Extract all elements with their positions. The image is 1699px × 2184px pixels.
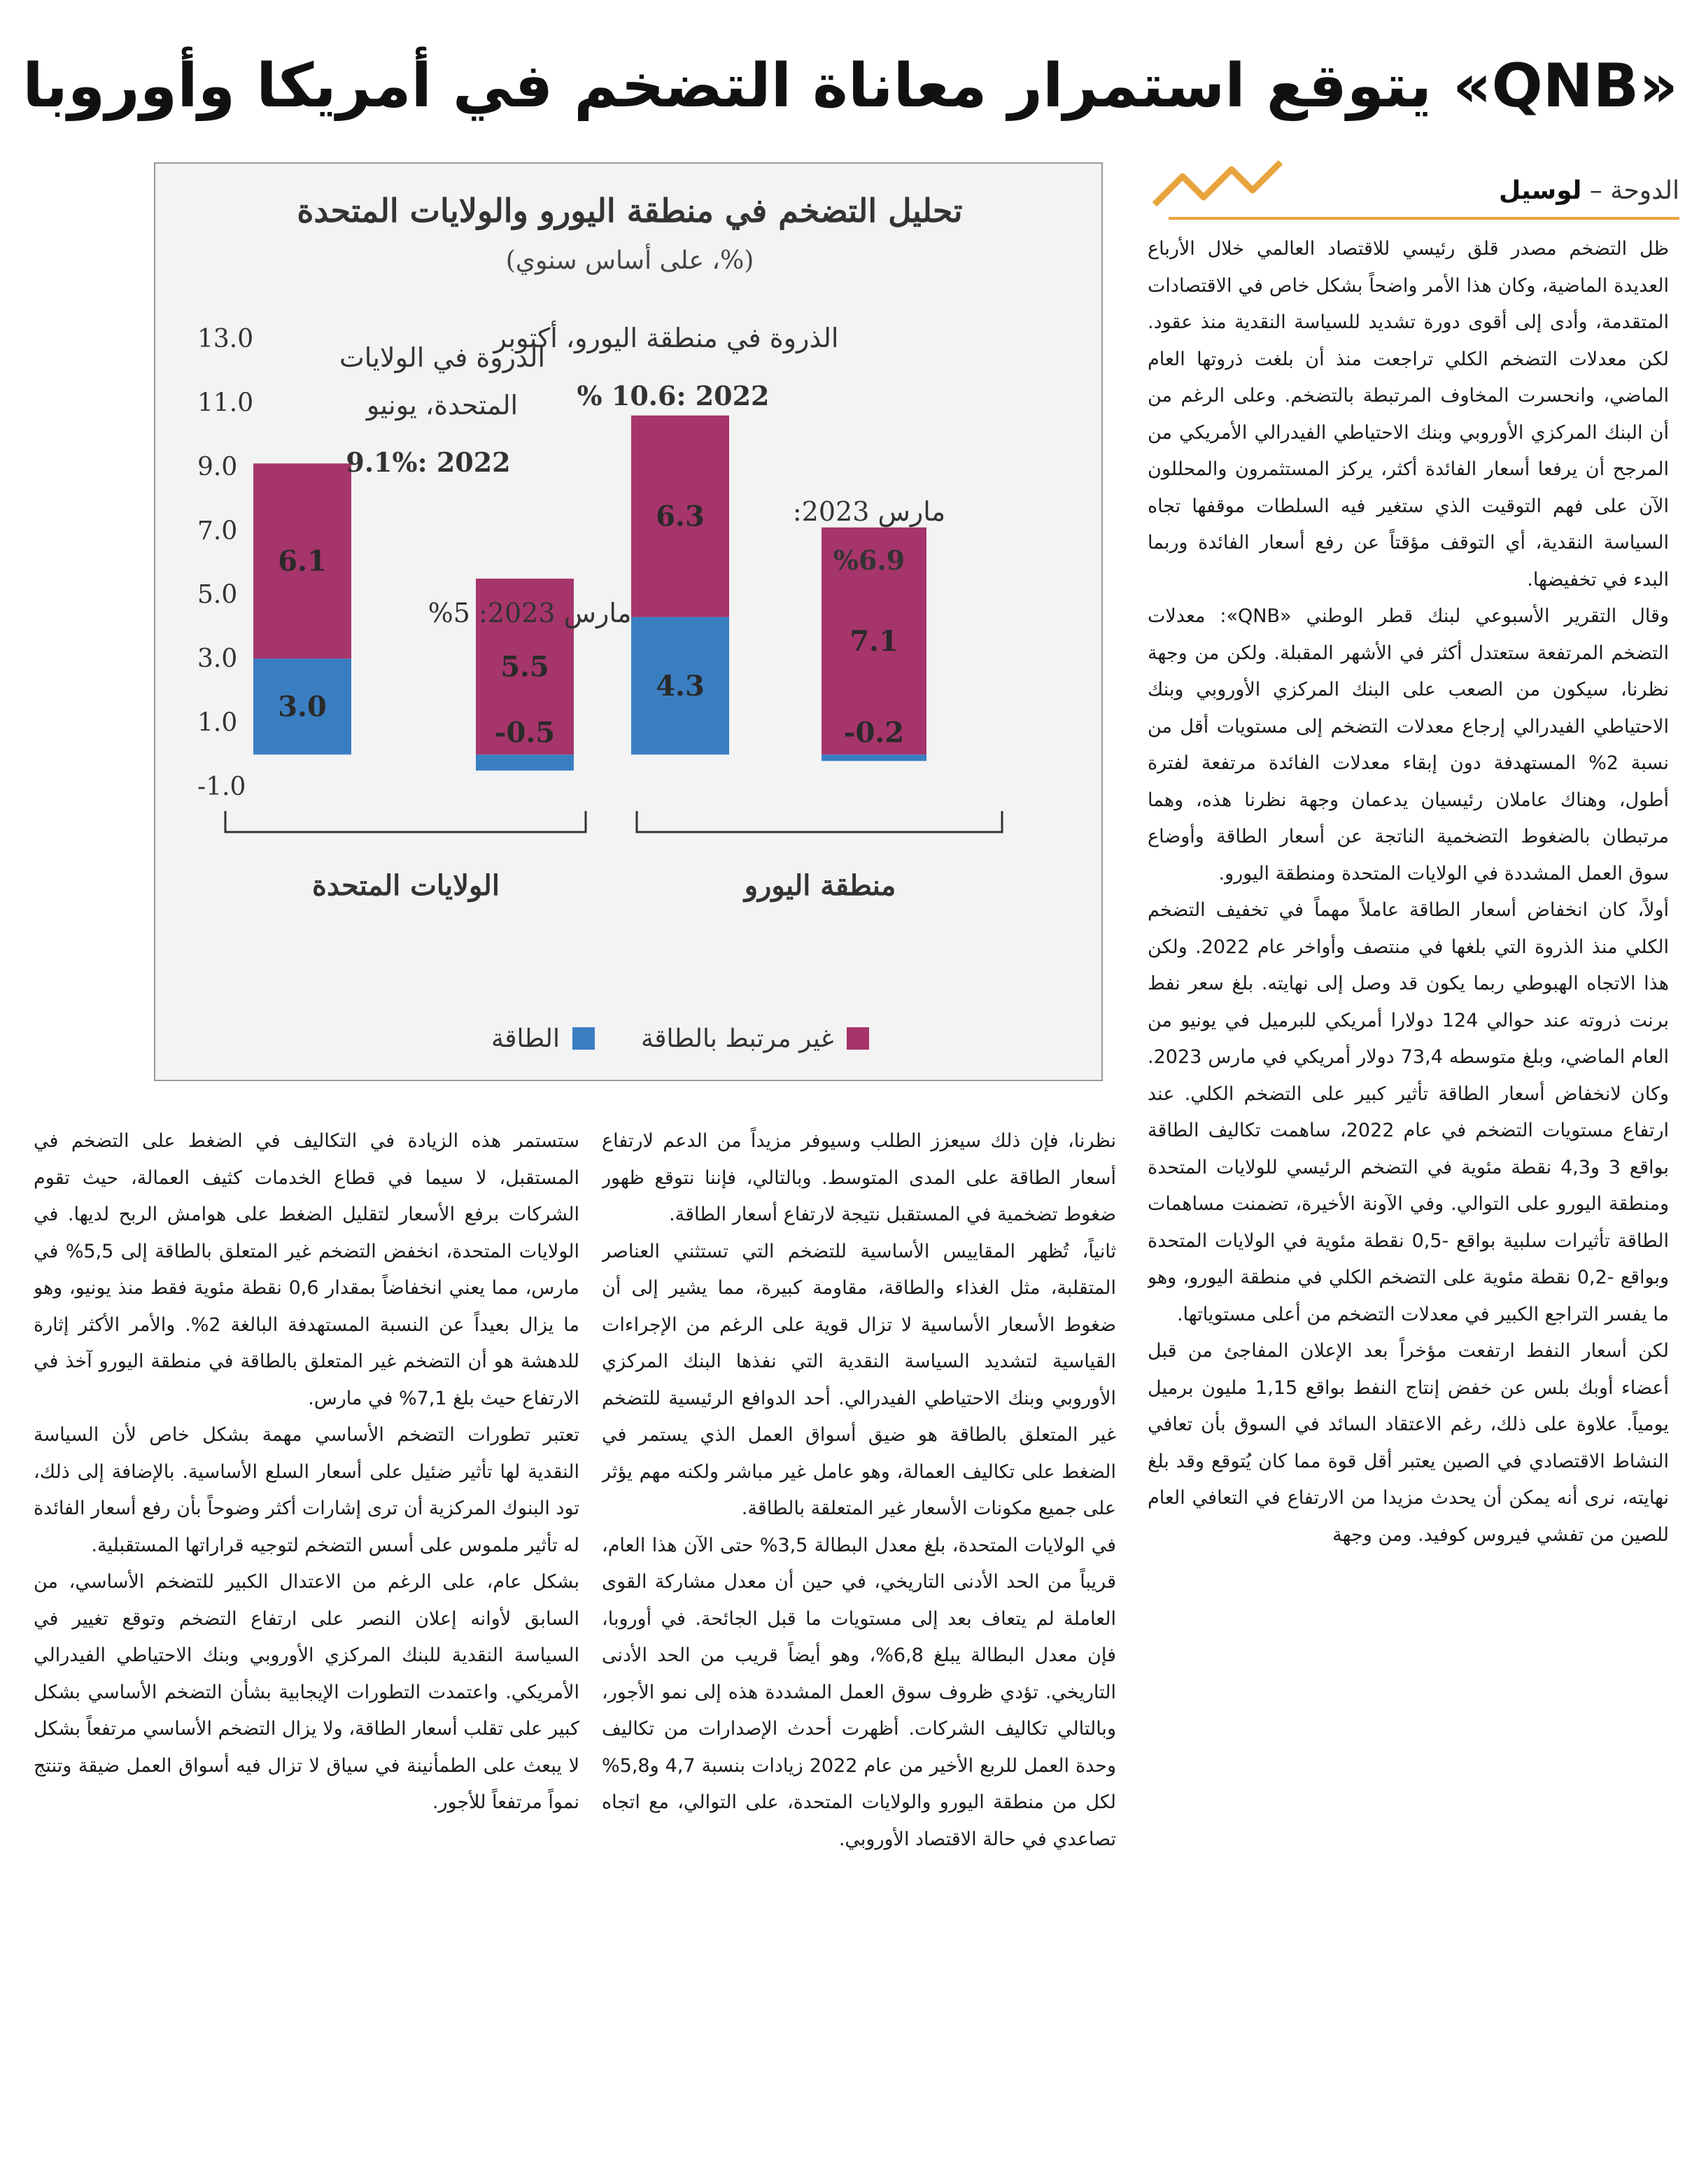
data-label-non-energy: 6.3 <box>656 500 705 533</box>
inflation-chart <box>154 162 1103 1081</box>
y-tick-label: 11.0 <box>197 388 254 418</box>
group-label-us: الولايات المتحدة <box>312 869 500 902</box>
legend-label-energy: الطاقة <box>491 1024 560 1053</box>
lusail-logo-icon <box>1148 155 1288 218</box>
chart-plot <box>155 164 1101 1080</box>
article-column-3 <box>34 1123 579 2159</box>
legend-swatch-energy <box>572 1027 595 1050</box>
data-label-energy: 3.0 <box>278 690 327 724</box>
annotation-us-peak: المتحدة، يونيو <box>366 390 519 421</box>
chart-subtitle: (%، على أساس سنوي) <box>505 246 754 275</box>
annotation-us-peak: 2022 :9.1% <box>346 446 511 478</box>
article-paragraph: في الولايات المتحدة، بلغ معدل البطالة 3,5% حتى الآن هذا العام، قريباً من الحد الأدنى التاريخي، في حين أن معدل مشاركة القوى العاملة لم يتعاف بعد إلى مستويات ما قبل الجائحة. في أوروبا، فإن معدل البطالة يبلغ 6,8%، وهو أيضاً قريب من الحد الأدنى التاريخي. تؤدي ظروف سوق العمل المشددة هذه إلى نمو الأجور، وبالتالي تكاليف الشركات. أظهرت أحدث الإصدارات من تكاليف وحدة العمل للربع الأخير من عام 2022 زيادات بنسبة 4,7 و5,8% لكل من منطقة اليورو والولايات المتحدة، على التوالي، مع اتجاه تصاعدي في حالة الاقتصاد الأوروبي. <box>602 1534 1116 1850</box>
article-paragraph: ستستمر هذه الزيادة في التكاليف في الضغط على التضخم في المستقبل، لا سيما في قطاع الخدمات كثيف العمالة، حيث تقوم الشركات برفع الأسعار لتقليل الضغط على هوامش الربح لديها. في الولايات المتحدة، انخفض التضخم غير المتعلق بالطاقة إلى 5,5% في مارس، مما يعني انخفاضاً بمقدار 0,6 نقطة مئوية فقط منذ يونيو، وهو ما يزال بعيداً عن النسبة المستهدفة البالغة 2%. والأمر الأكثر إثارة للدهشة هو أن التضخم غير المتعلق بالطاقة في منطقة اليورو آخذ في الارتفاع حيث بلغ 7,1% في مارس. <box>34 1130 579 1409</box>
annotation-us-peak: الذروة في الولايات <box>339 342 546 373</box>
annotation-eurozone-march: %6.9 <box>833 544 905 576</box>
data-label-energy: -0.2 <box>843 716 905 749</box>
data-label-energy: -0.5 <box>494 716 556 749</box>
bar-energy <box>822 754 926 761</box>
legend-label-non-energy: غير مرتبط بالطاقة <box>640 1024 834 1053</box>
byline-city: الدوحة – <box>1581 176 1679 205</box>
data-label-non-energy: 7.1 <box>850 625 898 658</box>
legend-swatch-non-energy <box>847 1027 869 1050</box>
y-tick-label: 9.0 <box>197 452 238 481</box>
y-tick-label: 13.0 <box>197 325 254 353</box>
y-tick-label: 5.0 <box>197 580 238 610</box>
chart-title: تحليل التضخم في منطقة اليورو والولايات المتحدة <box>297 192 963 230</box>
article-column-2 <box>602 1123 1116 2159</box>
y-tick-label: 1.0 <box>197 708 238 738</box>
byline-text <box>1386 176 1679 205</box>
data-label-non-energy: 6.1 <box>278 544 327 578</box>
y-tick-label: 7.0 <box>197 516 238 546</box>
byline-source: لوسيل <box>1498 176 1582 205</box>
article-paragraph: لكن أسعار النفط ارتفعت مؤخراً بعد الإعلان المفاجئ من قبل أعضاء أوبك بلس عن خفض إنتاج النفط بواقع 1,15 مليون برميل يومياً. علاوة على ذلك، رغم الاعتقاد السائد في السوق بأن تعافي النشاط الاقتصادي في الصين يعتبر أقل قوة مما كان يُتوقع وقد بلغ نهايته، نرى أنه يمكن أن يحدث مزيدا من الارتفاع في التعافي العام للصين من تفشي فيروس كوفيد. ومن وجهة <box>1148 1340 1669 1546</box>
byline-divider <box>1169 217 1679 220</box>
chart-legend <box>491 1021 869 1056</box>
group-bracket <box>637 811 1002 832</box>
article-paragraph: أولاً، كان انخفاض أسعار الطاقة عاملاً مهماً في تخفيف التضخم الكلي منذ الذروة التي بلغها في منتصف وأواخر عام 2022. ولكن هذا الاتجاه الهبوطي ربما يكون قد وصل إلى نهايته. بلغ سعر نفط برنت ذروته عند حوالي 124 دولارا أمريكي للبرميل في يونيو من العام الماضي، وبلغ متوسطه 73,4 دولار أمريكي في مارس 2023. وكان لانخفاض أسعار الطاقة تأثير كبير على التضخم الكلي. عند ارتفاع مستويات التضخم في عام 2022، ساهمت تكاليف الطاقة بواقع 3 و4,3 نقطة مئوية في التضخم الرئيسي للولايات المتحدة ومنطقة اليورو على التوالي. وفي الآونة الأخيرة، تضمنت مساهمات الطاقة تأثيرات سلبية بواقع -0,5 نقطة مئوية في الولايات المتحدة وبواقع -0,2 نقطة مئوية على التضخم الكلي في منطقة اليورو، وهو ما يفسر التراجع الكبير في معدلات التضخم من أعلى مستوياتها. <box>1148 899 1669 1325</box>
byline <box>1148 155 1679 232</box>
y-tick-label: -1.0 <box>197 773 246 801</box>
data-label-energy: 4.3 <box>656 670 705 703</box>
headline: «QNB» يتوقع استمرار معاناة التضخم في أمريكا وأوروبا <box>22 51 1678 121</box>
article-column-1 <box>1148 231 1669 2162</box>
annotation-eurozone-march: مارس 2023: <box>792 496 946 527</box>
article-paragraph: ثانياً، تُظهر المقاييس الأساسية للتضخم التي تستثني العناصر المتقلبة، مثل الغذاء والطاقة، مقاومة كبيرة، مما يشير إلى أن ضغوط الأسعار الأساسية لا تزال قوية على الرغم من الإجراءات القياسية لتشديد السياسة النقدية التي نفذها البنك المركزي الأوروبي وبنك الاحتياطي الفيدرالي. أحد الدوافع الرئيسية للتضخم غير المتعلق بالطاقة هو ضيق أسواق العمل الذي يستمر في الضغط على تكاليف العمالة، وهو عامل غير مباشر ولكنه مهم يؤثر على جميع مكونات الأسعار غير المتعلقة بالطاقة. <box>602 1240 1116 1519</box>
annotation-eurozone-peak: الذروة في منطقة اليورو، أكتوبر <box>493 323 839 353</box>
article-paragraph: وقال التقرير الأسبوعي لبنك قطر الوطني «QNB»: معدلات التضخم المرتفعة ستعتدل أكثر في الأشهر المقبلة. ولكن من وجهة نظرنا، سيكون من الصعب على البنك المركزي الأوروبي وبنك الاحتياطي الفيدرالي إرجاع معدلات التضخم إلى مستويات أقل من نسبة 2% المستهدفة دون إبقاء معدلات الفائدة مرتفعة لفترة أطول، وهناك عاملان رئيسيان يدعمان وجهة نظرنا هذه، وهما مرتبطان بالضغوط التضخمية الناتجة عن أسعار الطاقة وأوضاع سوق العمل المشددة في الولايات المتحدة ومنطقة اليورو. <box>1148 605 1669 885</box>
group-label-eurozone: منطقة اليورو <box>744 869 896 902</box>
y-tick-label: 3.0 <box>197 644 238 674</box>
annotation-eurozone-peak: 2022 :10.6 % <box>577 380 770 411</box>
article-paragraph: بشكل عام، على الرغم من الاعتدال الكبير للتضخم الأساسي، من السابق لأوانه إعلان النصر على ارتفاع التضخم وتوقع تغيير في السياسة النقدية للبنك المركزي الأوروبي وبنك الاحتياطي الفيدرالي الأمريكي. واعتمدت التطورات الإيجابية بشأن التضخم الأساسي بشكل كبير على تقلب أسعار الطاقة، ولا يزال التضخم الأساسي مرتفعاً بشكل لا يبعث على الطمأنينة في سياق لا تزال فيه أسواق العمل ضيقة وتنتج نمواً مرتفعاً للأجور. <box>34 1571 579 1813</box>
article-paragraph: تعتبر تطورات التضخم الأساسي مهمة بشكل خاص لأن السياسة النقدية لها تأثير ضئيل على أسعار السلع الأساسية. بالإضافة إلى ذلك، تود البنوك المركزية أن ترى إشارات أكثر وضوحاً بأن رفع أسعار الفائدة له تأثير ملموس على أسس التضخم لتوجيه قراراتها المستقبلية. <box>34 1424 579 1556</box>
article-paragraph: نظرنا، فإن ذلك سيعزز الطلب وسيوفر مزيداً من الدعم لارتفاع أسعار الطاقة على المدى المتوسط. وبالتالي، فإننا نتوقع ظهور ضغوط تضخمية في المستقبل نتيجة لارتفاع أسعار الطاقة. <box>602 1130 1116 1225</box>
annotation-us-march: مارس 2023: 5% <box>428 598 632 628</box>
article-paragraph: ظل التضخم مصدر قلق رئيسي للاقتصاد العالمي خلال الأرباع العديدة الماضية، وكان هذا الأمر واضحاً بشكل خاص في الاقتصادات المتقدمة، وأدى إلى أقوى دورة تشديد للسياسة النقدية منذ عقود. لكن معدلات التضخم الكلي تراجعت منذ أن بلغت ذروتها العام الماضي، وانحسرت المخاوف المرتبطة بالتضخم. وعلى الرغم من أن البنك المركزي الأوروبي وبنك الاحتياطي الفيدرالي الأمريكي من المرجح أن يرفعا أسعار الفائدة أكثر، يركز المستثمرون والمحللون الآن على فهم التوقيت الذي ستغير فيه السلطات موقفها تجاه السياسة النقدية، أي التوقف مؤقتاً عن رفع أسعار الفائدة وربما البدء في تخفيضها. <box>1148 238 1669 591</box>
data-label-non-energy: 5.5 <box>500 650 549 684</box>
bar-energy <box>476 754 574 770</box>
group-bracket <box>225 811 586 832</box>
